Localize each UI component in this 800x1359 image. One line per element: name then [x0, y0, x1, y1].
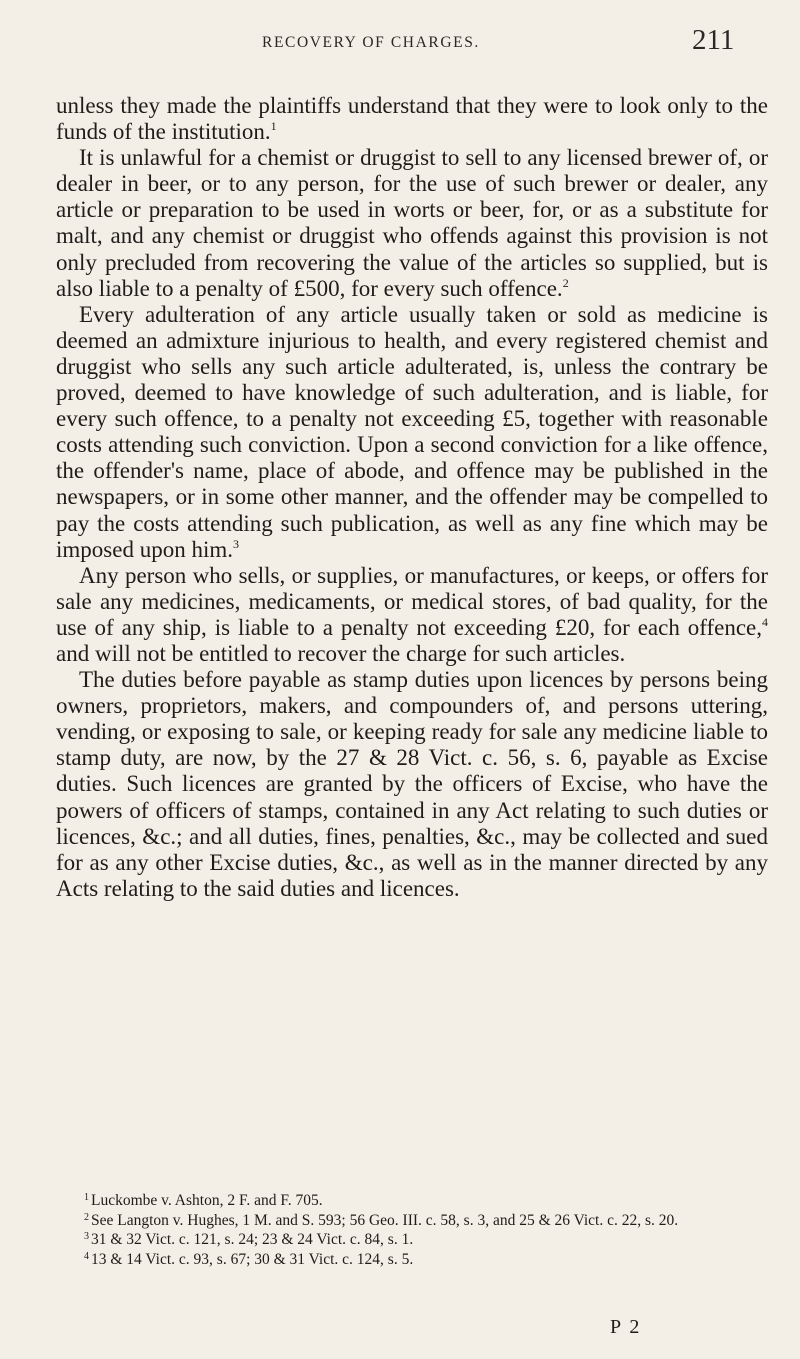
footnote-1-mark: 1 — [84, 1192, 89, 1203]
footnote-2-mark: 2 — [84, 1211, 89, 1223]
running-title: RECOVERY OF CHARGES. — [262, 34, 480, 51]
paragraph-4 — [56, 563, 768, 667]
paragraph-3-text: Every adulteration of any article usually taken or sold as medicine is deemed an admixture injurious to health, and every registered chemist and druggist who sells any such article adulterated, is, unless the contrary be proved, deemed to have knowledge of such adulteration, and is liable, for every such offence, to a penalty not exceeding £5, together with reasonable costs attending such conviction. Upon a second conviction for a like offence, the offender's name, place of abode, and offence may be published in the newspapers, or in some other manner, and the offender may be compelled to pay the costs attending such publication, as well as any fine which may be imposed upon him. — [56, 301, 768, 562]
paragraph-5-text: The duties before payable as stamp duties upon licences by persons being owners, proprietors, makers, and compounders of, and persons uttering, vending, or exposing to sale, or keeping ready for sale any medicine liable to stamp duty, are now, by the 27 & 28 Vict. c. 56, s. 6, payable as Excise duties. Such licences are granted by the officers of Excise, who have the powers of officers of stamps, contained in any Act relating to such duties or licences, &c.; and all duties, fines, penalties, &c., may be collected and sued for as any other Excise duties, &c., as well as in the manner directed by any Acts relating to the said duties and licences. — [56, 667, 768, 901]
footnote-2-text: See Langton v. Hughes, 1 M. and S. 593; 56 Geo. III. c. 58, s. 3, and 25 & 26 Vict. c. 22, s. 20. — [91, 1211, 679, 1229]
paragraph-2 — [56, 145, 768, 302]
paragraph-5 — [56, 667, 768, 902]
footnote-3 — [70, 1230, 770, 1250]
footnote-1 — [70, 1191, 770, 1211]
paragraph-2-text: It is unlawful for a chemist or druggist to sell to any licensed brewer of, or dealer in beer, or to any person, for the use of such brewer or dealer, any article or preparation to be used in worts or beer, for, or as a substitute for malt, and any chemist or druggist who offends against this provision is not only precluded from recovering the value of the articles so supplied, but is also liable to a penalty of £500, for every such offence. — [56, 145, 768, 301]
footnote-ref-2: 2 — [562, 275, 569, 290]
footnote-4 — [70, 1250, 770, 1270]
footnote-3-text: 31 & 32 Vict. c. 121, s. 24; 23 & 24 Vict. c. 84, s. 1. — [91, 1231, 414, 1248]
signature-mark: P 2 — [610, 1316, 642, 1338]
footnote-ref-3: 3 — [232, 536, 239, 551]
footnotes — [70, 1191, 770, 1269]
body-text — [56, 93, 768, 902]
paragraph-4-text-a: Any person who sells, or supplies, or manufactures, or keeps, or offers for sale any medicines, medicaments, or medical stores, of bad quality, for the use of any ship, is liable to a penalty not exceeding £20, for each offence, — [56, 562, 768, 640]
paragraph-1 — [56, 93, 768, 145]
paragraph-1-text: unless they made the plaintiffs understand that they were to look only to the funds of the institution. — [56, 93, 768, 145]
footnote-3-mark: 3 — [84, 1231, 89, 1242]
paragraph-4-text-b: and will not be entitled to recover the charge for such articles. — [56, 640, 626, 666]
paragraph-3 — [56, 302, 768, 563]
footnote-ref-4: 4 — [762, 614, 768, 629]
footnote-4-mark: 4 — [84, 1250, 89, 1262]
footnote-2 — [70, 1211, 770, 1231]
footnote-4-text: 13 & 14 Vict. c. 93, s. 67; 30 & 31 Vict. c. 124, s. 5. — [91, 1250, 414, 1268]
footnote-ref-1: 1 — [270, 119, 277, 134]
page-number: 211 — [692, 24, 735, 56]
footnote-1-text: Luckombe v. Ashton, 2 F. and F. 705. — [91, 1192, 323, 1209]
